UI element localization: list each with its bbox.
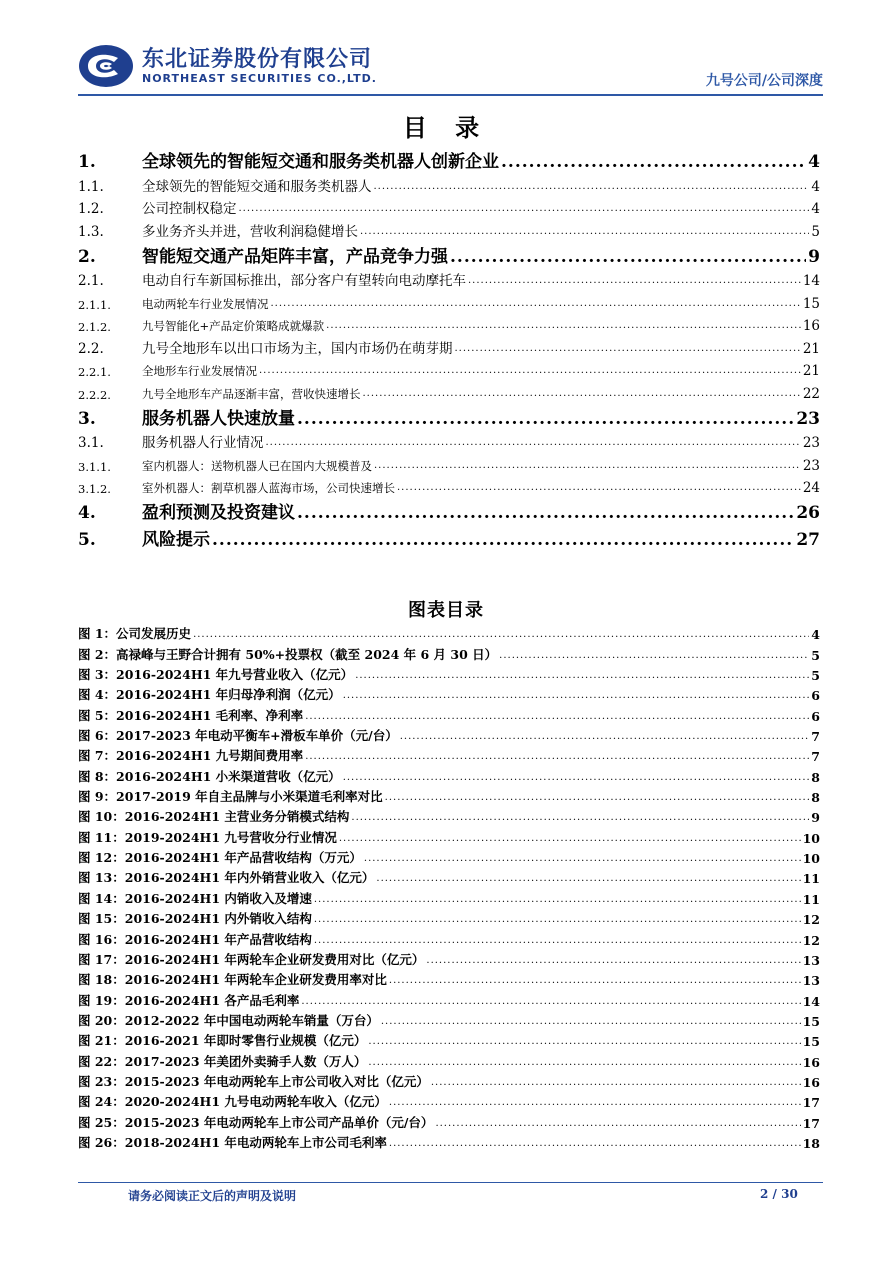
toc-entry-number: 3.1.1.	[78, 459, 111, 474]
figure-entry-title: 图 22：2017-2023 年美团外卖骑手人数（万人）	[78, 1053, 367, 1069]
figure-entry[interactable]	[78, 1131, 820, 1151]
dot-leader	[389, 1136, 801, 1151]
toc-entry-number: 1.	[78, 152, 96, 172]
toc-entry[interactable]	[78, 523, 820, 550]
toc-entry[interactable]	[78, 402, 820, 429]
dot-leader	[314, 892, 801, 907]
footer-divider	[78, 1182, 823, 1183]
figure-entry-page: 10	[802, 830, 820, 846]
toc-entry-page: 21	[802, 340, 820, 357]
footer-disclaimer: 请务必阅读正文后的声明及说明	[128, 1189, 297, 1203]
figure-entry[interactable]	[78, 866, 820, 886]
dot-leader	[389, 973, 801, 988]
toc-entry[interactable]	[78, 145, 820, 172]
dot-leader	[389, 1095, 801, 1110]
figure-entry-page: 4	[811, 627, 820, 643]
toc-entry-title: 服务机器人行业情况	[142, 435, 264, 451]
figure-entry-title: 图 8：2016-2024H1 小米渠道营收（亿元）	[78, 768, 341, 784]
company-name-en: NORTHEAST SECURITIES CO.,LTD.	[142, 72, 377, 85]
report-tag: 九号公司/公司深度	[705, 73, 823, 89]
figure-entry-title: 图 24：2020-2024H1 九号电动两轮车收入（亿元）	[78, 1094, 387, 1110]
dot-leader	[339, 831, 801, 846]
dot-leader	[450, 247, 806, 267]
dot-leader	[239, 201, 810, 217]
figure-entry-page: 6	[811, 708, 820, 724]
toc-entry-number: 3.	[78, 408, 96, 429]
figure-entry[interactable]	[78, 988, 820, 1008]
toc-entry[interactable]	[78, 312, 820, 335]
dot-leader	[305, 709, 809, 724]
dot-leader	[468, 273, 801, 289]
dot-leader	[259, 363, 801, 379]
figure-entry-title: 图 21：2016-2021 年即时零售行业规模（亿元）	[78, 1033, 367, 1049]
figure-entry-page: 11	[802, 871, 820, 887]
figure-entry[interactable]	[78, 805, 820, 825]
toc-entry-page: 27	[796, 530, 820, 550]
toc-entry-number: 2.2.2.	[78, 387, 111, 402]
toc-entry-title: 全地形车行业发展情况	[142, 364, 257, 378]
toc-entry-page: 14	[802, 273, 820, 289]
toc-entry-title: 电动两轮车行业发展情况	[142, 296, 269, 311]
dot-leader	[314, 933, 801, 948]
toc-entry-number: 1.2.	[78, 201, 104, 217]
toc-entry-title: 室内机器人：送物机器人已在国内大规模普及	[142, 458, 372, 473]
figure-entry-title: 图 18：2016-2024H1 年两轮车企业研发费用率对比	[78, 972, 387, 988]
toc-entry-number: 2.	[78, 246, 96, 267]
figure-entry-title: 图 5：2016-2024H1 毛利率、净利率	[78, 707, 304, 723]
figure-entry[interactable]	[78, 1110, 820, 1130]
toc-title: 目 录	[402, 113, 490, 142]
toc-entry-page: 23	[802, 435, 820, 451]
toc-entry-page: 4	[811, 201, 820, 217]
figure-entry-title: 图 23：2015-2023 年电动两轮车上市公司收入对比（亿元）	[78, 1073, 429, 1089]
toc-entry[interactable]	[78, 429, 820, 452]
figure-entry[interactable]	[78, 968, 820, 988]
dot-leader	[385, 790, 810, 805]
toc-entry-number: 4.	[78, 503, 96, 523]
toc-entry[interactable]	[78, 217, 820, 240]
figure-entry[interactable]	[78, 1029, 820, 1049]
figure-entry-title: 图 19：2016-2024H1 各产品毛利率	[78, 992, 300, 1008]
toc-entry-number: 1.3.	[78, 223, 104, 240]
figure-entry[interactable]	[78, 1090, 820, 1110]
figure-entry[interactable]	[78, 642, 820, 662]
toc-entry[interactable]	[78, 451, 820, 474]
dot-leader	[364, 851, 801, 866]
dot-leader	[314, 912, 801, 927]
figure-entry[interactable]	[78, 886, 820, 906]
dot-leader	[305, 749, 809, 764]
dot-leader	[363, 386, 801, 402]
dot-leader	[266, 435, 801, 451]
toc-entry-page: 23	[802, 457, 820, 474]
toc-entry-title: 全球领先的智能短交通和服务类机器人创新企业	[142, 152, 499, 172]
dot-leader	[343, 770, 810, 785]
toc-entry-page: 15	[802, 295, 820, 312]
toc-entry[interactable]	[78, 172, 820, 195]
toc-entry-title: 室外机器人：割草机器人蓝海市场，公司快速增长	[142, 481, 395, 495]
toc-entry-title: 服务机器人快速放量	[142, 408, 295, 429]
dot-leader	[397, 480, 801, 496]
dot-leader	[355, 668, 809, 683]
toc-entry-title: 盈利预测及投资建议	[142, 503, 295, 523]
figure-entry[interactable]	[78, 785, 820, 805]
figure-entry-page: 7	[811, 749, 820, 765]
page-indicator: 2 / 30	[760, 1187, 798, 1201]
figure-entry-page: 15	[802, 1034, 820, 1050]
figure-entry-page: 15	[802, 1013, 820, 1029]
dot-leader	[212, 530, 794, 550]
toc-entry-page: 24	[802, 480, 820, 496]
figure-entry-page: 17	[802, 1095, 820, 1111]
figure-entry-title: 图 1：公司发展历史	[78, 626, 192, 642]
figure-entry-page: 18	[802, 1135, 820, 1151]
dot-leader	[435, 1116, 800, 1131]
figure-entry-page: 12	[802, 912, 820, 928]
toc-entry[interactable]	[78, 289, 820, 312]
figure-entry[interactable]	[78, 683, 820, 703]
figure-entry[interactable]	[78, 1049, 820, 1069]
figure-entry[interactable]	[78, 948, 820, 968]
figure-entry-page: 13	[802, 973, 820, 989]
figure-entry-page: 5	[811, 668, 820, 684]
dot-leader	[374, 179, 810, 195]
figure-entry-title: 图 15：2016-2024H1 内外销收入结构	[78, 911, 312, 927]
toc-entry-page: 26	[796, 503, 820, 523]
toc-entry-number: 2.1.2.	[78, 320, 111, 334]
dot-leader	[368, 1034, 800, 1049]
toc-entry-page: 16	[802, 318, 820, 334]
dot-leader	[351, 810, 809, 825]
toc-entry[interactable]	[78, 357, 820, 380]
dot-leader	[343, 688, 810, 703]
company-logo-icon	[78, 44, 134, 88]
figure-entry-page: 11	[802, 891, 820, 907]
toc-entry-title: 智能短交通产品矩阵丰富，产品竞争力强	[142, 246, 448, 267]
company-name-cn: 东北证券股份有限公司	[142, 47, 373, 72]
figure-entry-title: 图 26：2018-2024H1 年电动两轮车上市公司毛利率	[78, 1134, 387, 1150]
figure-entry-title: 图 3：2016-2024H1 年九号营业收入（亿元）	[78, 667, 354, 683]
figure-entry[interactable]	[78, 927, 820, 947]
dot-leader	[501, 152, 806, 172]
figure-entry-page: 17	[802, 1115, 820, 1131]
figure-entry-page: 16	[802, 1074, 820, 1090]
toc-entry-page: 23	[796, 408, 820, 429]
toc-entry[interactable]	[78, 240, 820, 267]
toc-entry-title: 九号全地形车以出口市场为主，国内市场仍在萌芽期	[142, 340, 453, 357]
figure-entry-title: 图 7：2016-2024H1 九号期间费用率	[78, 748, 304, 764]
table-of-contents	[78, 145, 820, 550]
dot-leader	[368, 1055, 800, 1070]
figure-entry-title: 图 12：2016-2024H1 年产品营收结构（万元）	[78, 850, 362, 866]
figure-entry-page: 7	[811, 729, 820, 745]
toc-entry-number: 3.1.	[78, 435, 104, 451]
figure-entry[interactable]	[78, 703, 820, 723]
dot-leader	[297, 409, 794, 429]
toc-entry[interactable]	[78, 195, 820, 218]
figure-entry-title: 图 2：高禄峰与王野合计拥有 50%+投票权（截至 2024 年 6 月 30 日）	[78, 646, 498, 662]
dot-leader	[297, 503, 794, 523]
figure-index-title: 图表目录	[408, 600, 484, 621]
figure-entry-title: 图 4：2016-2024H1 年归母净利润（亿元）	[78, 687, 341, 703]
figure-entry-title: 图 13：2016-2024H1 年内外销营业收入（亿元）	[78, 870, 375, 886]
figure-entry[interactable]	[78, 825, 820, 845]
toc-entry-page: 5	[811, 223, 820, 240]
toc-entry-number: 2.1.1.	[78, 297, 111, 312]
dot-leader	[193, 627, 809, 642]
toc-entry[interactable]	[78, 474, 820, 497]
figure-entry[interactable]	[78, 907, 820, 927]
dot-leader	[455, 341, 801, 357]
page-header	[78, 40, 823, 92]
figure-entry-title: 图 25：2015-2023 年电动两轮车上市公司产品单价（元/台）	[78, 1114, 434, 1130]
figure-entry-title: 图 11：2019-2024H1 九号营收分行业情况	[78, 829, 337, 845]
toc-entry-title: 电动自行车新国标推出，部分客户有望转向电动摩托车	[142, 273, 466, 289]
figure-entry-page: 8	[811, 790, 820, 806]
figure-entry-title: 图 16：2016-2024H1 年产品营收结构	[78, 931, 312, 947]
figure-entry-page: 8	[811, 769, 820, 785]
figure-entry-page: 16	[802, 1054, 820, 1070]
figure-entry[interactable]	[78, 744, 820, 764]
figure-entry-page: 10	[802, 851, 820, 867]
toc-entry[interactable]	[78, 379, 820, 402]
figure-entry[interactable]	[78, 764, 820, 784]
dot-leader	[499, 648, 809, 663]
figure-entry-page: 5	[811, 647, 820, 663]
figure-entry-page: 14	[802, 993, 820, 1009]
toc-entry-title: 全球领先的智能短交通和服务类机器人	[142, 178, 372, 195]
toc-entry-page: 21	[802, 363, 820, 379]
figure-entry[interactable]	[78, 1070, 820, 1090]
dot-leader	[400, 729, 810, 744]
toc-entry-number: 1.1.	[78, 178, 104, 195]
figure-entry[interactable]	[78, 846, 820, 866]
toc-entry-title: 九号全地形车产品逐渐丰富，营收快速增长	[142, 386, 361, 401]
dot-leader	[301, 994, 800, 1009]
dot-leader	[431, 1075, 801, 1090]
figure-entry-title: 图 14：2016-2024H1 内销收入及增速	[78, 890, 312, 906]
figure-entry-title: 图 9：2017-2019 年自主品牌与小米渠道毛利率对比	[78, 789, 383, 805]
figure-entry-title: 图 20：2012-2022 年中国电动两轮车销量（万台）	[78, 1012, 379, 1028]
figure-entry-title: 图 17：2016-2024H1 年两轮车企业研发费用对比（亿元）	[78, 951, 425, 967]
toc-entry-title: 风险提示	[142, 530, 210, 550]
toc-entry-number: 2.1.	[78, 273, 104, 289]
toc-entry-page: 4	[808, 152, 820, 172]
toc-entry-number: 2.2.	[78, 340, 104, 357]
figure-entry[interactable]	[78, 724, 820, 744]
figure-entry[interactable]	[78, 1009, 820, 1029]
figure-entry-page: 9	[811, 810, 820, 826]
dot-leader	[381, 1014, 801, 1029]
toc-entry-number: 2.2.1.	[78, 365, 111, 379]
toc-entry-title: 多业务齐头并进，营收利润稳健增长	[142, 223, 358, 240]
toc-entry-title: 九号智能化+产品定价策略成就爆款	[142, 319, 325, 333]
figure-entry-title: 图 10：2016-2024H1 主营业务分销模式结构	[78, 809, 350, 825]
dot-leader	[360, 224, 809, 240]
figure-entry-page: 12	[802, 932, 820, 948]
dot-leader	[426, 953, 800, 968]
dot-leader	[374, 458, 801, 474]
toc-entry[interactable]	[78, 267, 820, 290]
toc-entry-page: 22	[802, 385, 820, 402]
figure-index	[78, 622, 820, 1151]
toc-entry[interactable]	[78, 496, 820, 523]
toc-entry-page: 9	[808, 246, 820, 267]
figure-entry[interactable]	[78, 663, 820, 683]
figure-entry-title: 图 6：2017-2023 年电动平衡车+滑板车单价（元/台）	[78, 728, 398, 744]
figure-entry[interactable]	[78, 622, 820, 642]
toc-entry-title: 公司控制权稳定	[142, 201, 237, 217]
toc-entry-page: 4	[811, 178, 820, 195]
toc-entry-number: 3.1.2.	[78, 482, 111, 496]
dot-leader	[326, 318, 801, 334]
figure-entry-page: 6	[811, 688, 820, 704]
header-divider	[78, 94, 823, 96]
toc-entry-number: 5.	[78, 530, 96, 550]
dot-leader	[376, 871, 800, 886]
dot-leader	[271, 296, 801, 312]
toc-entry[interactable]	[78, 334, 820, 357]
figure-entry-page: 13	[802, 952, 820, 968]
